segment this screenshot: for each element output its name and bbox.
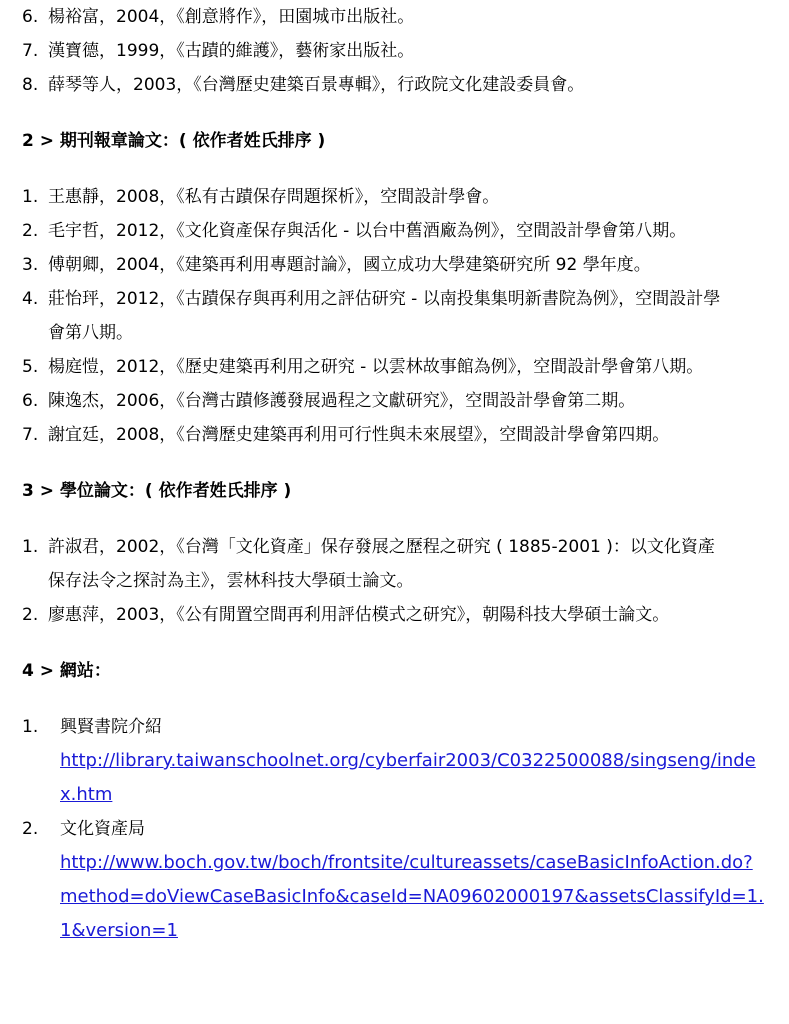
reference-text: 楊庭愷，2012，《歷史建築再利用之研究 - 以雲林故事館為例》，空間設計學會第八期。 xyxy=(48,357,704,377)
list-item xyxy=(0,350,726,384)
book-list-continued xyxy=(0,0,789,102)
list-item xyxy=(0,530,726,598)
list-item xyxy=(0,282,726,350)
section-heading-journals: 2 > 期刊報章論文：( 依作者姓氏排序 ) xyxy=(22,131,326,151)
reference-text: 謝宜廷，2008，《台灣歷史建築再利用可行性與未來展望》，空間設計學會第四期。 xyxy=(48,425,670,445)
reference-text: 許淑君，2002，《台灣「文化資產」保存發展之歷程之研究 ( 1885-2001 )：以文化資產保存法令之探討為主》，雲林科技大學碩士論文。 xyxy=(48,537,715,591)
item-number: 1. xyxy=(22,187,39,207)
item-number: 7. xyxy=(22,41,39,61)
list-item xyxy=(0,68,726,102)
list-item xyxy=(0,418,726,452)
item-number: 1. xyxy=(22,537,39,557)
website-list xyxy=(0,710,789,948)
website-link[interactable]: http://library.taiwanschoolnet.org/cyberfair2003/C0322500088/singseng/index.htm xyxy=(60,750,756,805)
website-title: 興賢書院介紹 xyxy=(60,717,162,737)
item-number: 6. xyxy=(22,391,39,411)
list-item xyxy=(0,34,726,68)
reference-text: 廖惠萍，2003，《公有閒置空間再利用評估模式之研究》，朝陽科技大學碩士論文。 xyxy=(48,605,670,625)
item-number: 1. xyxy=(22,717,39,737)
list-item xyxy=(0,180,726,214)
item-number: 7. xyxy=(22,425,39,445)
list-item xyxy=(0,0,726,34)
reference-text: 陳逸杰，2006，《台灣古蹟修護發展過程之文獻研究》，空間設計學會第二期。 xyxy=(48,391,636,411)
journal-list xyxy=(0,180,789,452)
item-number: 5. xyxy=(22,357,39,377)
section-heading-theses: 3 > 學位論文：( 依作者姓氏排序 ) xyxy=(22,481,292,501)
reference-text: 莊怡玶，2012，《古蹟保存與再利用之評估研究 - 以南投集集明新書院為例》，空間設計學會第八期。 xyxy=(48,289,721,343)
thesis-list xyxy=(0,530,789,632)
reference-text: 王惠靜，2008，《私有古蹟保存問題探析》，空間設計學會。 xyxy=(48,187,500,207)
reference-text: 楊裕富，2004，《創意將作》，田園城市出版社。 xyxy=(48,7,415,27)
reference-text: 毛宇哲，2012，《文化資產保存與活化 - 以台中舊酒廠為例》，空間設計學會第八期。 xyxy=(48,221,687,241)
item-number: 2. xyxy=(22,221,39,241)
list-item xyxy=(0,248,726,282)
website-link[interactable]: http://www.boch.gov.tw/boch/frontsite/cultureassets/caseBasicInfoAction.do?method=doViewCaseBasicInfo&caseId=NA09602000197&assetsClassifyId=1.1&version=1 xyxy=(60,852,764,941)
section-heading-websites: 4 > 網站： xyxy=(22,661,111,681)
item-number: 8. xyxy=(22,75,39,95)
item-number: 2. xyxy=(22,819,39,839)
item-number: 2. xyxy=(22,605,39,625)
reference-text: 漢寶德，1999，《古蹟的維護》，藝術家出版社。 xyxy=(48,41,415,61)
website-title: 文化資產局 xyxy=(60,819,145,839)
list-item xyxy=(0,214,726,248)
item-number: 4. xyxy=(22,289,39,309)
item-number: 3. xyxy=(22,255,39,275)
list-item xyxy=(0,812,770,948)
list-item xyxy=(0,598,726,632)
list-item xyxy=(0,710,770,812)
reference-text: 薛琴等人，2003，《台灣歷史建築百景專輯》，行政院文化建設委員會。 xyxy=(48,75,585,95)
list-item xyxy=(0,384,726,418)
item-number: 6. xyxy=(22,7,39,27)
reference-text: 傅朝卿，2004，《建築再利用專題討論》，國立成功大學建築研究所 92 學年度。 xyxy=(48,255,651,275)
